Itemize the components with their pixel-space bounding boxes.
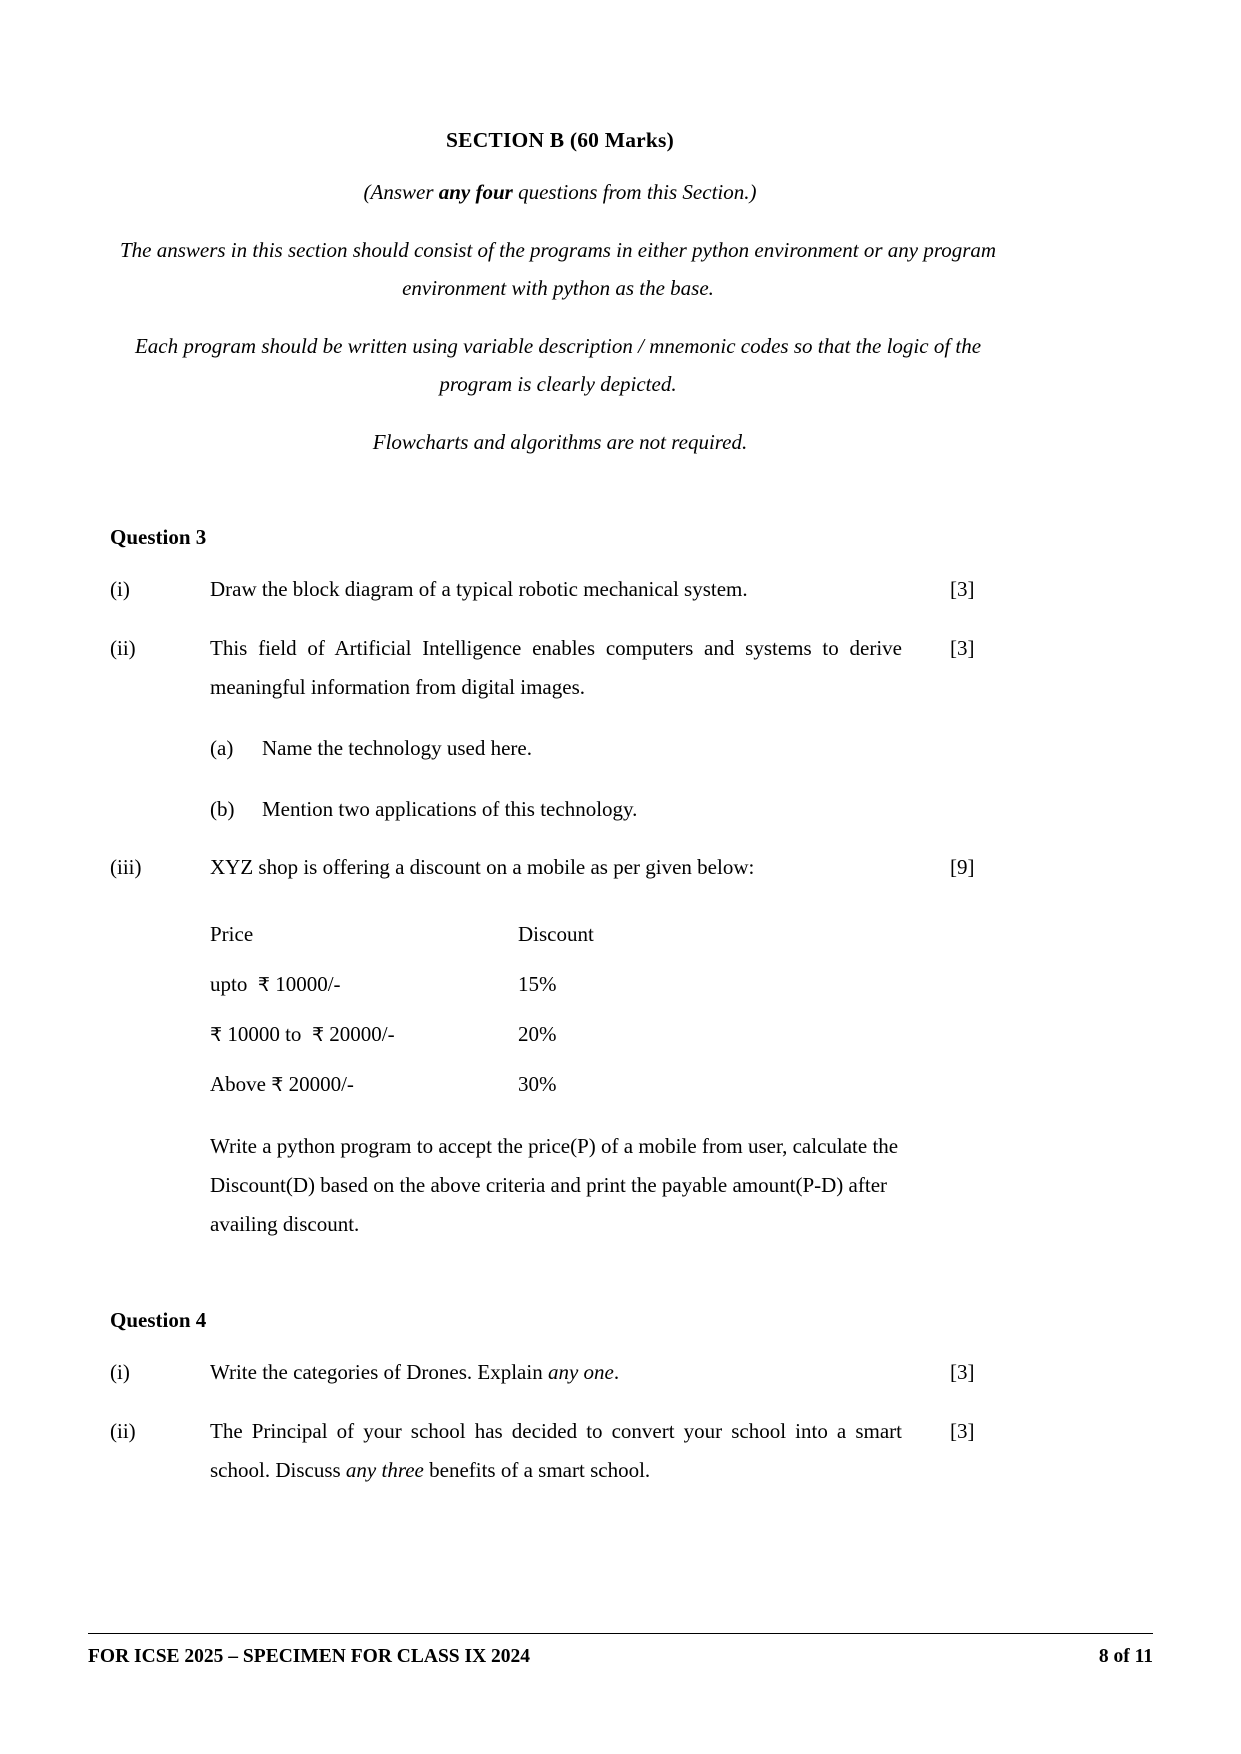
instruction-text-bold-1: any four xyxy=(438,180,513,204)
question-3-item-iii-paragraph: Write a python program to accept the price(P) of a mobile from user, calculate the Discount(D) based on the above criteria and print the payable amount(P-D) after availing discount. xyxy=(210,1134,899,1236)
item-marks: [3] xyxy=(950,1359,975,1384)
cell-discount: 15% xyxy=(518,972,557,997)
item-number: (iii) xyxy=(110,855,142,880)
item-text: This field of Artificial Intelligence enables computers and systems to derive meaningful information from digital images. xyxy=(210,636,902,699)
item-text-plain-2: benefits of a smart school. xyxy=(423,1457,651,1482)
item-text-italic-1: any one xyxy=(547,1359,614,1384)
cell-discount: 20% xyxy=(518,1022,557,1047)
question-3-item-ii-sub-a xyxy=(210,707,1010,768)
item-number: (ii) xyxy=(110,1418,136,1443)
instruction-flowcharts: Flowcharts and algorithms are not required. xyxy=(372,429,748,454)
item-text-italic-1: any three xyxy=(345,1457,424,1482)
page-content xyxy=(110,0,1010,1489)
instruction-variable-description: Each program should be written using variable description / mnemonic codes so that the logic of the program is clearly depicted. xyxy=(134,334,982,396)
item-marks: [9] xyxy=(950,855,975,880)
item-text: XYZ shop is offering a discount on a mobile as per given below: xyxy=(210,855,755,880)
item-marks: [3] xyxy=(950,636,975,661)
item-text-plain-1: The Principal of your school has decided to convert your school into a smart school. Discuss xyxy=(210,1418,902,1482)
instruction-answer-any-four xyxy=(110,153,1010,211)
section-title: SECTION B (60 Marks) xyxy=(446,128,674,152)
item-text xyxy=(210,1412,902,1490)
page-footer xyxy=(88,1633,1153,1668)
item-number: (ii) xyxy=(110,636,136,661)
question-3-heading: Question 3 xyxy=(110,525,207,550)
price-discount-table xyxy=(210,887,1010,1109)
question-4-item-i xyxy=(110,1333,1010,1392)
question-3-item-iii xyxy=(110,828,1010,887)
table-row xyxy=(210,1009,1010,1059)
instruction-text-plain-2: questions from this Section.) xyxy=(512,180,757,204)
cell-price: ₹ 10000 to ₹ 20000/- xyxy=(210,1022,395,1047)
item-number: (i) xyxy=(110,577,130,602)
item-text-plain-2: . xyxy=(613,1359,620,1384)
subitem-text: Name the technology used here. xyxy=(262,735,532,760)
footer-page-number: 8 of 11 xyxy=(1098,1646,1153,1667)
question-3-item-ii-sub-b xyxy=(210,768,1010,829)
table-row xyxy=(210,1059,1010,1109)
table-row xyxy=(210,959,1010,1009)
table-header-row xyxy=(210,909,1010,959)
item-text xyxy=(210,1353,902,1392)
footer-divider xyxy=(88,1633,1153,1634)
item-number: (i) xyxy=(110,1359,130,1384)
instruction-python-environment: The answers in this section should consist of the programs in either python environment or any program environment with python as the base. xyxy=(119,238,997,300)
question-3-item-ii xyxy=(110,609,1010,707)
item-text-plain-1: Write the categories of Drones. Explain xyxy=(210,1359,548,1384)
item-marks: [3] xyxy=(950,577,975,602)
item-text: Draw the block diagram of a typical robotic mechanical system. xyxy=(210,577,748,602)
column-header-price: Price xyxy=(210,922,254,947)
subitem-number: (a) xyxy=(210,735,234,760)
column-header-discount: Discount xyxy=(518,922,594,947)
cell-discount: 30% xyxy=(518,1072,557,1097)
subitem-number: (b) xyxy=(210,796,235,821)
footer-document-title: FOR ICSE 2025 – SPECIMEN FOR CLASS IX 2024 xyxy=(88,1646,531,1667)
instruction-text-plain-1: (Answer xyxy=(363,180,439,204)
question-4-item-ii xyxy=(110,1392,1010,1490)
question-3-item-i xyxy=(110,550,1010,609)
question-4-heading: Question 4 xyxy=(110,1307,207,1332)
cell-price: upto ₹ 10000/- xyxy=(210,972,341,997)
footer-row xyxy=(88,1646,1153,1668)
item-marks: [3] xyxy=(950,1418,975,1443)
subitem-text: Mention two applications of this technology. xyxy=(262,796,638,821)
cell-price: Above ₹ 20000/- xyxy=(210,1072,354,1097)
